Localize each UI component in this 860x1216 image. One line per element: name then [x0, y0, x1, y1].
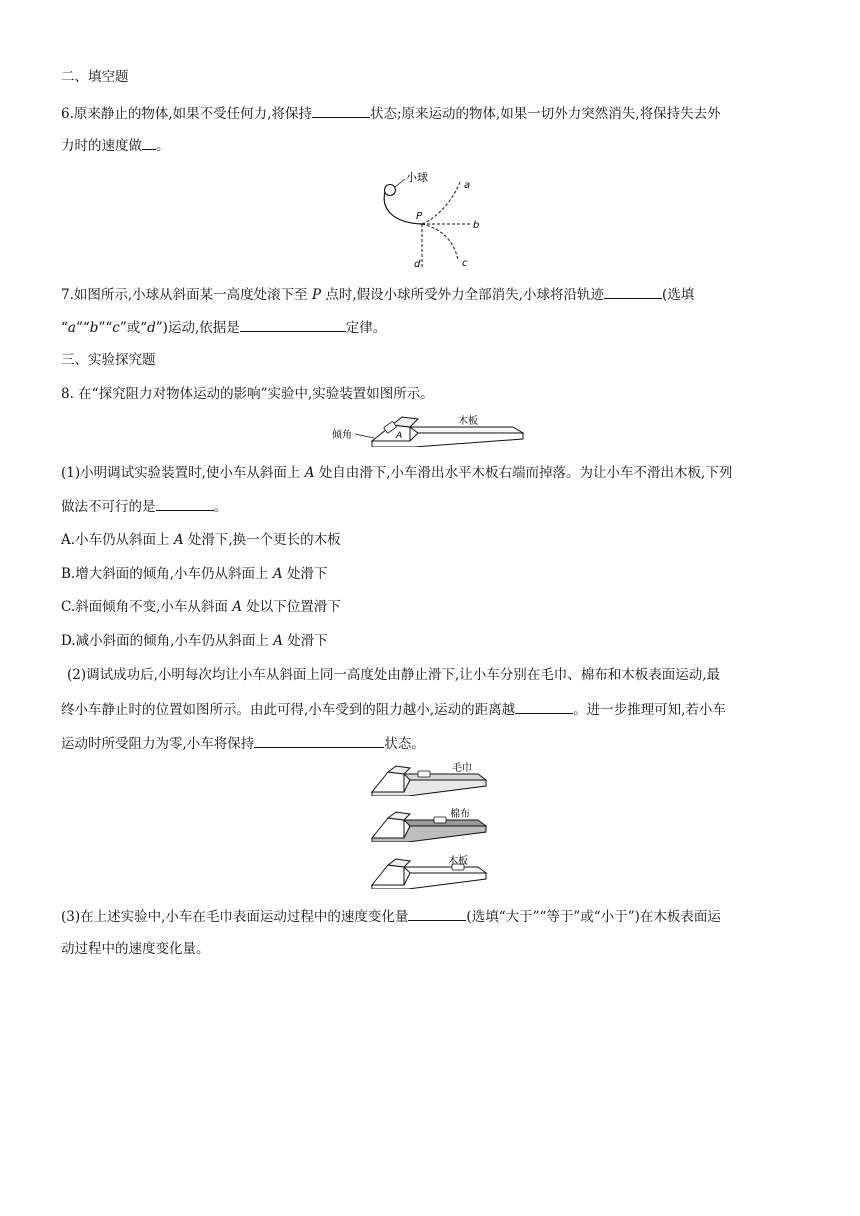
q6-text: 。	[156, 138, 170, 154]
q7-option-b: b	[89, 320, 99, 336]
path-a	[422, 182, 460, 224]
option-d[interactable]	[61, 631, 328, 651]
towel-surface-figure	[368, 762, 490, 796]
option-text: A.小车仍从斜面上	[61, 532, 170, 548]
point-a-ref: A	[173, 532, 184, 548]
q8-p1-line2	[61, 496, 227, 517]
ball-label: 小球	[406, 171, 428, 184]
label-b: b	[473, 220, 480, 231]
angle-pointer	[355, 434, 374, 438]
label-d: d	[414, 259, 421, 270]
towel-label: 毛巾	[452, 763, 472, 774]
answer-blank[interactable]	[254, 733, 384, 748]
cotton-surface-figure	[368, 808, 490, 842]
q8-text: (3)在上述实验中,小车在毛巾表面运动过程中的速度变化量	[61, 909, 409, 925]
option-text: D.减小斜面的倾角,小车仍从斜面上	[61, 633, 269, 649]
q8-text: (选填“大于”“等于”或“小于”)在木板表面运	[466, 909, 721, 925]
label-a: a	[464, 180, 471, 191]
board-label: 木板	[458, 416, 478, 427]
option-text: 处滑下	[287, 633, 328, 649]
option-b[interactable]	[61, 564, 327, 584]
answer-blank[interactable]	[156, 496, 214, 511]
q8-p1-line1	[61, 463, 732, 483]
q7-text: 定律。	[345, 320, 387, 336]
option-text: 处以下位置滑下	[246, 599, 341, 615]
q8-text: 做法不可行的是	[61, 499, 156, 515]
q6-line1	[61, 103, 721, 124]
option-text: B.增大斜面的倾角,小车仍从斜面上	[61, 566, 269, 582]
answer-blank[interactable]	[240, 317, 346, 332]
incline-block	[372, 865, 404, 885]
q7-trajectory-figure	[378, 168, 488, 270]
q8-p2-line3	[61, 733, 425, 754]
q6-text: 力时的速度做	[61, 138, 142, 154]
option-c[interactable]	[61, 597, 341, 617]
incline-block	[372, 818, 404, 838]
q6-line2	[61, 135, 170, 156]
cotton-label: 棉布	[450, 809, 470, 820]
answer-blank[interactable]	[312, 103, 370, 118]
section-title-experiment: 三、实验探究题	[61, 352, 156, 368]
q8-text: (1)小明调试实验装置时,使小车从斜面上	[61, 465, 301, 481]
incline-apparatus-figure	[330, 413, 530, 447]
q7-point-label: P	[311, 287, 322, 303]
point-a-ref: A	[273, 633, 283, 649]
q8-intro: 8. 在“探究阻力对物体运动的影响”实验中,实验装置如图所示。	[61, 386, 434, 402]
incline-top	[388, 859, 410, 867]
board-surface-figure	[368, 855, 490, 889]
q7-text: ”)运动,依据是	[155, 320, 240, 336]
q7-quote: ”“	[98, 320, 113, 336]
q8-text: 。进一步推理可知,若小车	[573, 702, 726, 718]
cart-icon	[418, 771, 430, 777]
q8-p2-line2	[61, 699, 726, 720]
q8-text: 运动时所受阻力为零,小车将保持	[61, 736, 255, 752]
q6-text: 6.原来静止的物体,如果不受任何力,将保持	[61, 106, 312, 122]
answer-blank[interactable]	[142, 135, 156, 150]
board-top	[410, 427, 523, 433]
q7-quote: ”“	[75, 320, 90, 336]
q8-text: 状态。	[384, 736, 425, 752]
q7-quote: “	[61, 320, 68, 336]
cart-icon	[434, 817, 446, 823]
point-a-ref: A	[304, 465, 315, 481]
incline-top	[388, 812, 410, 820]
point-a-label: A	[396, 431, 403, 441]
answer-blank[interactable]	[515, 699, 573, 714]
point-a-ref: A	[272, 566, 283, 582]
point-p-label: P	[416, 211, 423, 222]
q8-text: 终小车静止时的位置如图所示。由此可得,小车受到的阻力越小,运动的距离越	[61, 702, 516, 718]
board-label: 木板	[448, 856, 468, 867]
towel-top	[404, 774, 486, 780]
option-text: C.斜面倾角不变,小车从斜面	[61, 599, 228, 615]
q8-p3-line2: 动过程中的速度变化量。	[61, 941, 210, 957]
q8-text: 。	[213, 499, 227, 515]
ball-icon	[385, 185, 396, 196]
path-c	[422, 224, 458, 260]
ball-pointer	[395, 179, 405, 187]
option-text: 处滑下	[286, 566, 328, 582]
incline-top	[388, 766, 410, 774]
q8-p3-line1	[61, 906, 721, 927]
q7-text: 点时,假设小球所受外力全部消失,小球将沿轨迹	[325, 287, 604, 303]
option-text: 处滑下,换一个更长的木板	[187, 532, 341, 548]
answer-blank[interactable]	[604, 284, 662, 299]
q7-line2	[61, 317, 386, 338]
answer-blank[interactable]	[408, 906, 466, 921]
option-a[interactable]	[61, 530, 341, 550]
section-title-fill-in: 二、填空题	[61, 69, 129, 85]
q7-text: (选填	[661, 287, 695, 303]
q8-text: 处自由滑下,小车滑出水平木板右端而掉落。为让小车不滑出木板,下列	[318, 465, 733, 481]
q7-option-c: c	[112, 320, 120, 336]
point-a-ref: A	[232, 599, 242, 615]
incline-block	[372, 772, 404, 792]
q7-text: 7.如图所示,小球从斜面某一高度处滚下至	[61, 287, 308, 303]
q7-option-a: a	[67, 320, 76, 336]
angle-label: 倾角	[332, 430, 352, 441]
board-top	[404, 867, 486, 873]
q7-quote: ”或“	[119, 320, 148, 336]
q7-line1	[61, 284, 694, 305]
q8-p2-line1: (2)调试成功后,小明每次均让小车从斜面上同一高度处由静止滑下,让小车分别在毛巾、棉布和木板表面运动,最	[67, 667, 720, 683]
q7-option-d: d	[147, 320, 156, 336]
label-c: c	[462, 258, 468, 269]
q6-text: 状态;原来运动的物体,如果一切外力突然消失,将保持失去外	[369, 106, 721, 122]
